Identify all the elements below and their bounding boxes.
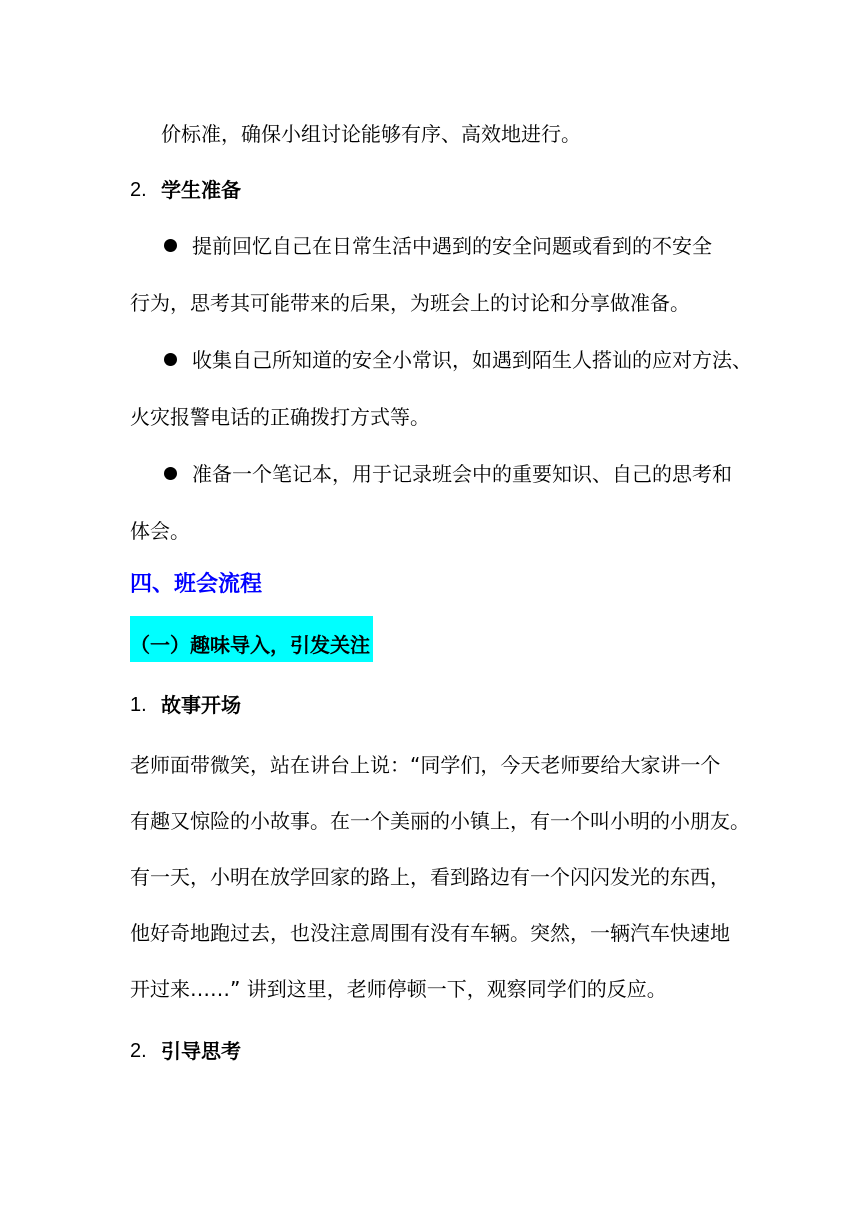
paragraph-line: 有一天，小明在放学回家的路上，看到路边有一个闪闪发光的东西， bbox=[130, 865, 730, 889]
subsection-heading: （一）趣味导入，引发关注 bbox=[130, 633, 370, 657]
guided-thinking-title: 引导思考 bbox=[161, 1039, 241, 1063]
bullet-line: 体会。 bbox=[130, 519, 190, 543]
bullet-icon bbox=[164, 239, 177, 252]
paragraph-line: 老师面带微笑，站在讲台上说：“同学们，今天老师要给大家讲一个 bbox=[130, 753, 721, 777]
section-heading: 四、班会流程 bbox=[130, 572, 263, 597]
bullet-icon bbox=[164, 467, 177, 480]
list-number: 1. bbox=[130, 694, 147, 716]
list-number: 2. bbox=[130, 179, 147, 201]
list-number: 2. bbox=[130, 1040, 147, 1062]
paragraph-continuation: 价标准，确保小组讨论能够有序、高效地进行。 bbox=[161, 122, 581, 146]
story-opening-title: 故事开场 bbox=[161, 693, 241, 717]
bullet-line: 火灾报警电话的正确拨打方式等。 bbox=[130, 405, 430, 429]
bullet-line: 提前回忆自己在日常生活中遇到的安全问题或看到的不安全 bbox=[192, 234, 712, 258]
bullet-line: 收集自己所知道的安全小常识，如遇到陌生人搭讪的应对方法、 bbox=[192, 348, 752, 372]
bullet-icon bbox=[164, 353, 177, 366]
paragraph-line: 有趣又惊险的小故事。在一个美丽的小镇上，有一个叫小明的小朋友。 bbox=[130, 809, 750, 833]
bullet-line: 行为，思考其可能带来的后果，为班会上的讨论和分享做准备。 bbox=[130, 291, 690, 315]
paragraph-line: 开过来……” 讲到这里，老师停顿一下，观察同学们的反应。 bbox=[130, 977, 667, 1001]
student-prep-title: 学生准备 bbox=[161, 178, 241, 202]
paragraph-line: 他好奇地跑过去，也没注意周围有没有车辆。突然，一辆汽车快速地 bbox=[130, 921, 730, 945]
bullet-line: 准备一个笔记本，用于记录班会中的重要知识、自己的思考和 bbox=[192, 462, 732, 486]
